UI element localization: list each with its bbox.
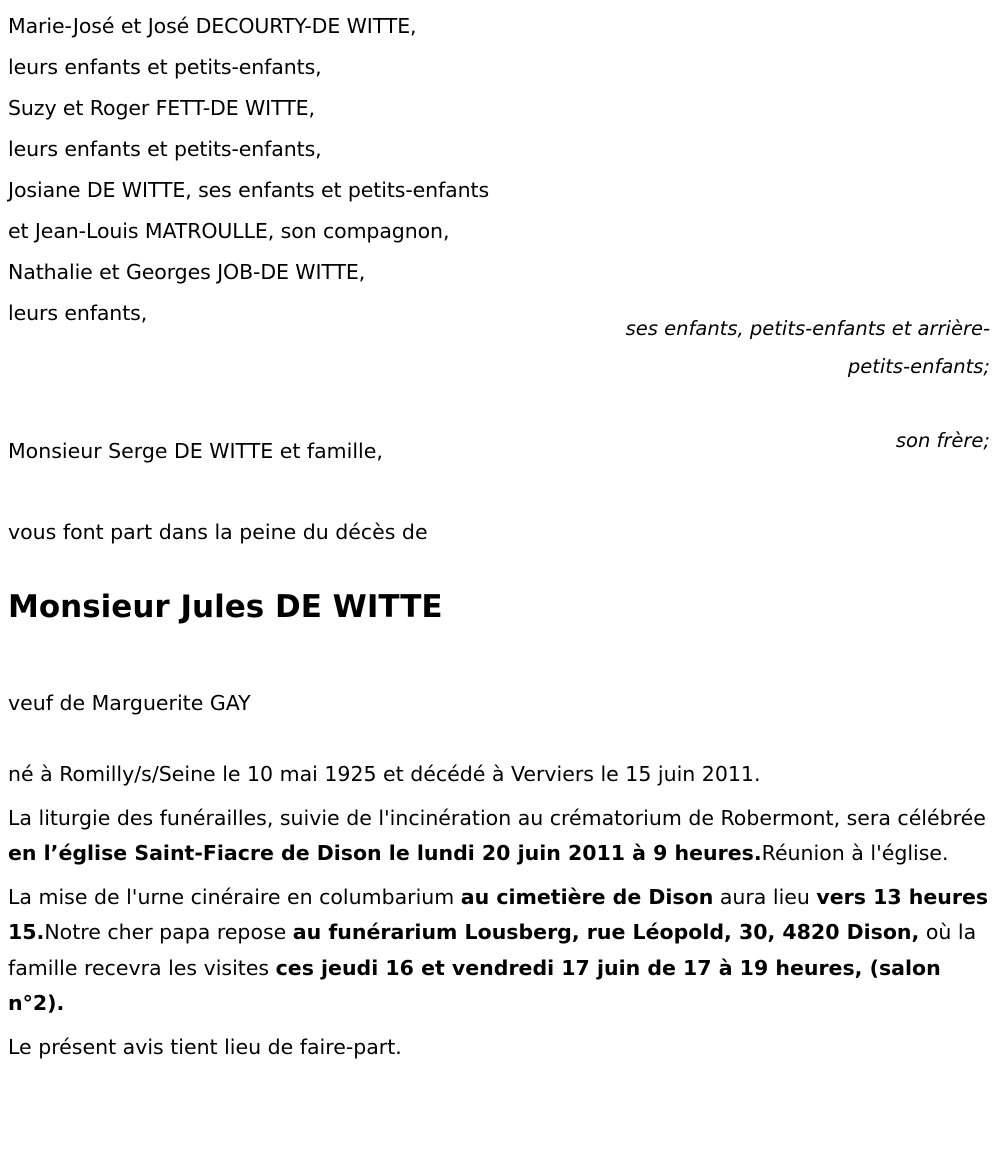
urn-bold-time: vers 13 heures 15.	[8, 884, 989, 944]
family-line: leurs enfants et petits-enfants,	[8, 55, 322, 79]
liturgy-paragraph	[8, 801, 992, 872]
family-line: et Jean-Louis MATROULLE, son compagnon,	[8, 219, 450, 243]
liturgy-text-2: Réunion à l'église.	[761, 841, 949, 865]
relation-brother: son frère;	[895, 429, 990, 452]
urn-bold-cemetery: au cimetière de Dison	[460, 884, 714, 909]
family-line: Josiane DE WITTE, ses enfants et petits-enfants	[8, 178, 490, 202]
urn-text-1: La mise de l'urne cinéraire en columbarium	[8, 884, 461, 909]
urn-bold-visits: ces jeudi 16 et vendredi 17 juin de 17 à 19 heures, (salon n°2).	[8, 955, 941, 1015]
liturgy-text-1: La liturgie des funérailles, suivie de l'incinération au crématorium de Robermont, sera célébrée	[8, 805, 986, 830]
urn-bold-funeral-home: au funérarium Lousberg, rue Léopold, 30, 4820 Dison,	[292, 920, 920, 944]
deceased-name: Monsieur Jules DE WITTE	[8, 589, 443, 625]
spouse-line: veuf de Marguerite GAY	[8, 691, 251, 715]
urn-text-3: Notre cher papa repose	[44, 920, 293, 944]
family-line: Suzy et Roger FETT-DE WITTE,	[8, 96, 315, 120]
announcement-line: vous font part dans la peine du décès de	[8, 520, 428, 544]
family-list-block	[8, 6, 708, 334]
urn-text-2: aura lieu	[713, 884, 817, 909]
urn-text-4: où la famille recevra les visites	[8, 920, 977, 980]
closing-paragraph: Le présent avis tient lieu de faire-part.	[8, 1034, 402, 1059]
body-block	[8, 757, 992, 1065]
family-line: leurs enfants et petits-enfants,	[8, 137, 322, 161]
family-line: leurs enfants,	[8, 301, 148, 325]
birth-death-paragraph: né à Romilly/s/Seine le 10 mai 1925 et décédé à Verviers le 15 juin 2011.	[8, 762, 761, 786]
relation-descendants: ses enfants, petits-enfants et arrière-petits-enfants;	[625, 317, 990, 378]
urn-paragraph	[8, 880, 992, 1022]
family-line: Nathalie et Georges JOB-DE WITTE,	[8, 260, 366, 284]
liturgy-bold-1: en l’église Saint-Fiacre de Dison le lundi 20 juin 2011 à 9 heures.	[8, 841, 762, 865]
relative-serge-line: Monsieur Serge DE WITTE et famille,	[8, 439, 383, 463]
family-line: Marie-José et José DECOURTY-DE WITTE,	[8, 14, 417, 38]
relationship-annotations	[570, 310, 990, 460]
